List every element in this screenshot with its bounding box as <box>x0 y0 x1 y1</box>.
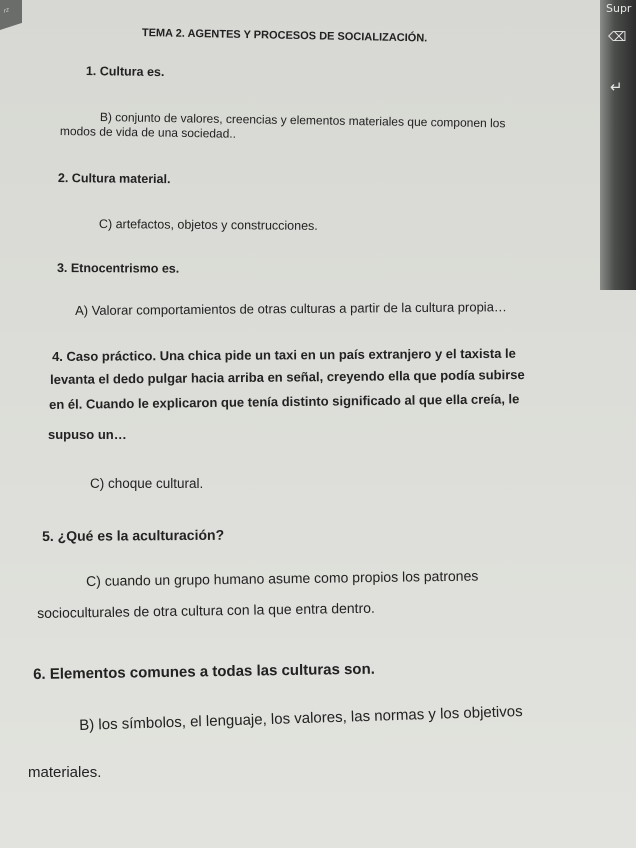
answer-6-line1: B) los símbolos, el lenguaje, los valores, las normas y los objetivos <box>78 703 523 734</box>
question-4-line1: 4. Caso práctico. Una chica pide un taxi en un país extranjero y el taxista le <box>51 345 516 364</box>
question-4-line3: en él. Cuando le explicaron que tenía distinto significado al que ella creía, le <box>48 391 520 412</box>
answer-2: C) artefactos, objetos y construcciones. <box>98 217 318 233</box>
question-4-line4: supuso un… <box>48 427 127 442</box>
question-3: 3. Etnocentrismo es. <box>56 261 180 276</box>
question-2: 2. Cultura material. <box>57 171 171 187</box>
answer-4: C) choque cultural. <box>90 476 204 491</box>
enter-icon: ↵ <box>610 78 623 96</box>
corner-label: rz <box>4 7 9 15</box>
question-1: 1. Cultura es. <box>85 64 165 80</box>
answer-1-line1: B) conjunto de valores, creencias y elementos materiales que componen los <box>99 110 506 131</box>
answer-3: A) Valorar comportamientos de otras culturas a partir de la cultura propia… <box>74 299 507 318</box>
backspace-icon: ⌫ <box>608 30 627 45</box>
page-title: TEMA 2. AGENTES Y PROCESOS DE SOCIALIZACIÓN. <box>141 27 428 45</box>
keyboard-edge <box>600 0 636 290</box>
question-5: 5. ¿Qué es la aculturación? <box>41 526 225 544</box>
answer-6-line2: materiales. <box>28 764 102 781</box>
answer-5-line2: socioculturales de otra cultura con la que entra dentro. <box>36 599 375 621</box>
answer-1-line2: modos de vida de una sociedad.. <box>59 124 237 141</box>
question-6: 6. Elementos comunes a todas las culturas son. <box>32 660 375 683</box>
supr-key: Supr <box>606 2 632 15</box>
answer-5-line1: C) cuando un grupo humano asume como propios los patrones <box>85 567 479 589</box>
question-4-line2: levanta el dedo pulgar hacia arriba en señal, creyendo ella que podía subirse <box>49 367 525 387</box>
